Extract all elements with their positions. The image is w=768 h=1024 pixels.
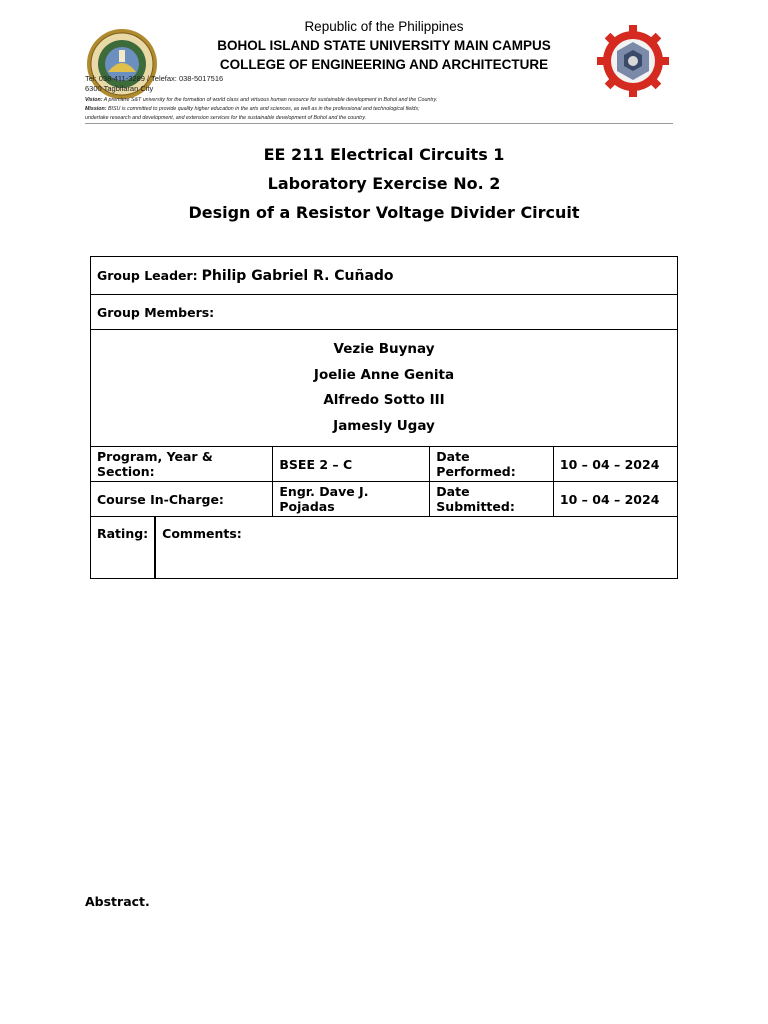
topic-title: Design of a Resistor Voltage Divider Circuit (188, 203, 580, 222)
group-members-list (91, 330, 678, 447)
comments-label: Comments: (155, 517, 677, 579)
mission-label: Mission: (85, 106, 107, 112)
member-name: Vezie Buynay (333, 341, 435, 357)
date-submitted-label: Date Submitted: (430, 482, 554, 517)
program-label: Program, Year & Section: (91, 447, 273, 482)
letterhead (150, 18, 618, 74)
course-incharge-value: Engr. Dave J. Pojadas (273, 482, 430, 517)
mission-text-2: undertake research and development, and extension services for the sustainable development of Bohol and the country. (85, 115, 367, 121)
group-leader-name: Philip Gabriel R. Cuñado (201, 267, 394, 284)
date-performed-label: Date Performed: (430, 447, 554, 482)
group-members-label: Group Members: (91, 295, 678, 330)
republic-text: Republic of the Philippines (304, 19, 464, 34)
contact-phone: Tel: 038-411-3289 / Telefax: 038-5017516 (85, 74, 224, 83)
abstract-heading: Abstract. (85, 894, 150, 909)
date-performed-value: 10 – 04 – 2024 (553, 447, 677, 482)
vision-text: A premiere S&T university for the formation of world class and virtuous human resource for sustainable development in Bohol and the Country. (102, 97, 438, 103)
course-incharge-label: Course In-Charge: (91, 482, 273, 517)
member-name: Jamesly Ugay (333, 417, 435, 434)
group-leader-label: Group Leader: (97, 267, 198, 283)
rating-label: Rating: (91, 517, 156, 579)
course-title: EE 211 Electrical Circuits 1 (263, 145, 505, 164)
vision-mission (85, 96, 685, 123)
document-titles (90, 140, 678, 227)
mission-text: BISU is committed to provide quality higher education in the arts and sciences, as well as in the professional and technological fields; (106, 106, 420, 112)
contact-info (85, 74, 223, 94)
member-name: Alfredo Sotto III (323, 392, 445, 408)
header-divider (85, 123, 673, 124)
program-value: BSEE 2 – C (273, 447, 430, 482)
contact-address: 6300 Tagbilaran City (85, 84, 154, 93)
college-name: COLLEGE OF ENGINEERING AND ARCHITECTURE (219, 57, 549, 72)
date-submitted-value: 10 – 04 – 2024 (553, 482, 677, 517)
exercise-title: Laboratory Exercise No. 2 (267, 174, 501, 193)
lab-info-table (90, 256, 678, 579)
group-leader-cell (91, 257, 678, 295)
university-name: BOHOL ISLAND STATE UNIVERSITY MAIN CAMPUS (217, 38, 551, 53)
vision-label: Vision: (85, 97, 103, 103)
member-name: Joelie Anne Genita (313, 366, 455, 383)
